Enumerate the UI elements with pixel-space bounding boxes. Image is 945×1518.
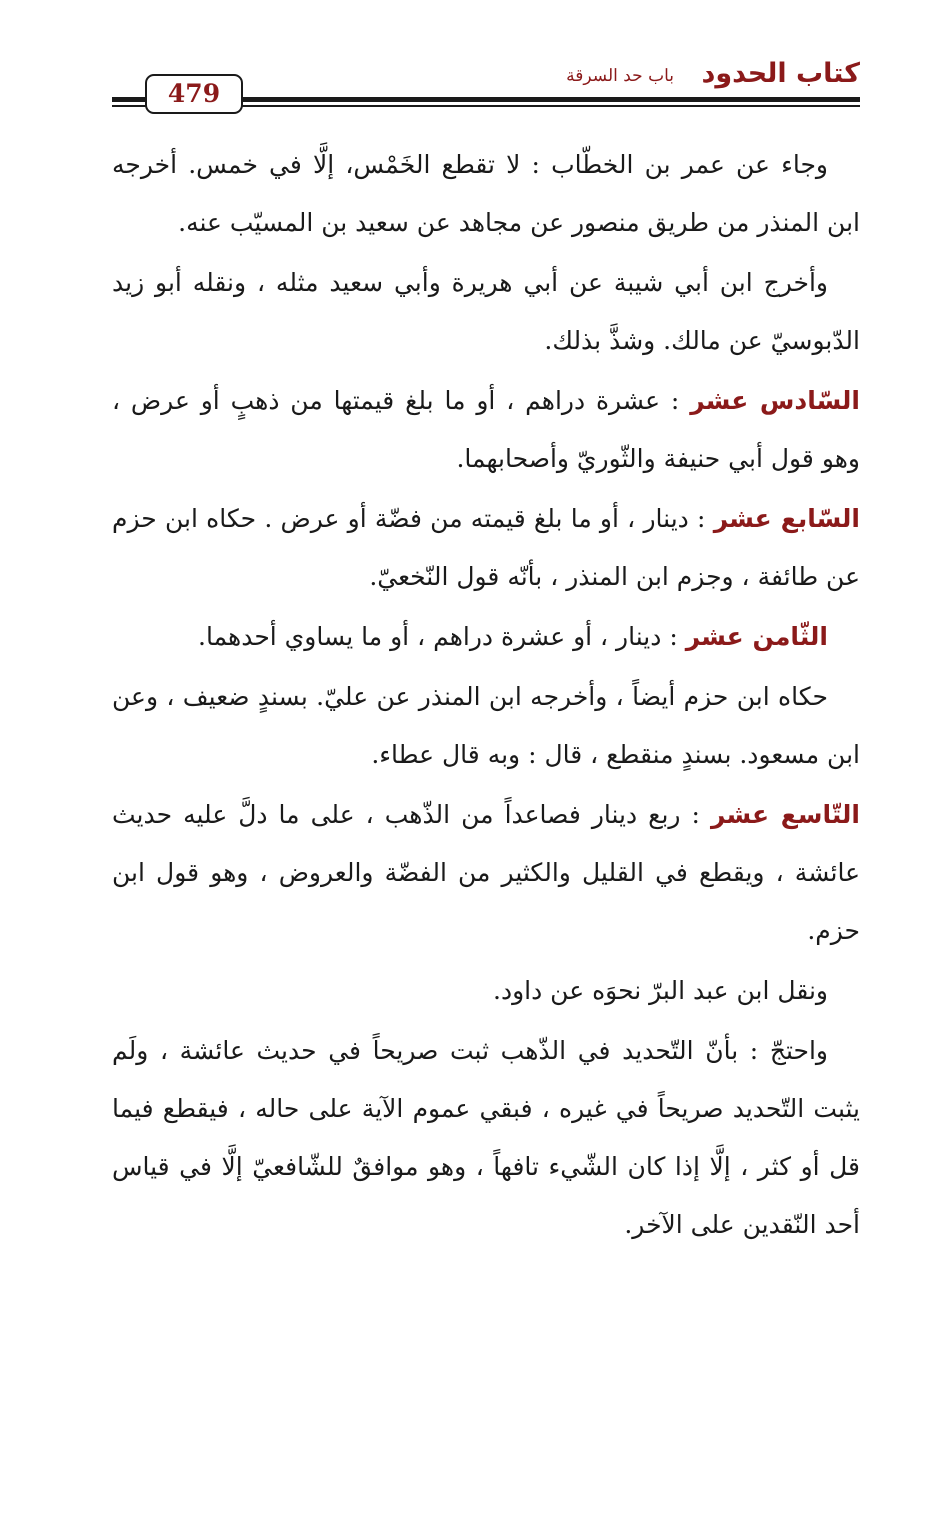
opinion-number: التّاسع عشر	[710, 800, 861, 829]
paragraph-text: : دينار ، أو عشرة دراهم ، أو ما يساوي أحدهما.	[198, 622, 686, 651]
paragraph	[112, 962, 860, 1020]
paragraph-text: واحتجّ : بأنّ التّحديد في الذّهب ثبت صريحاً في حديث عائشة ، ولَم يثبت التّحديد صريحاً في غيره ، فبقي عموم الآية على حاله ، فيقطع فيما قل أو كثر ، إلَّا إذا كان الشّيء تافهاً ، وهو موافقٌ للشّافعيّ إلَّا في قياس أحد النّقدين على الآخر.	[112, 1036, 860, 1239]
paragraph	[112, 668, 860, 784]
paragraph-text: : ربع دينار فصاعداً من الذّهب ، على ما دلَّ عليه حديث عائشة ، ويقطع في القليل والكثير من الفضّة والعروض ، وهو قول ابن حزم.	[112, 800, 860, 945]
paragraph	[112, 1022, 860, 1254]
paragraph-text: حكاه ابن حزم أيضاً ، وأخرجه ابن المنذر عن عليّ. بسندٍ ضعيف ، وعن ابن مسعود. بسندٍ منقطع ، قال : وبه قال عطاء.	[112, 682, 860, 769]
page-number: 479	[145, 74, 243, 114]
paragraph-text: : عشرة دراهم ، أو ما بلغ قيمتها من ذهبٍ أو عرض ، وهو قول أبي حنيفة والثّوريّ وأصحابهما.	[112, 386, 860, 473]
paragraph-text: ونقل ابن عبد البرّ نحوَه عن داود.	[493, 976, 828, 1005]
paragraph-text: وأخرج ابن أبي شيبة عن أبي هريرة وأبي سعيد مثله ، ونقله أبو زيد الدّبوسيّ عن مالك. وشذَّ بذلك.	[112, 268, 860, 355]
chapter-title: باب حد السرقة	[566, 66, 674, 86]
opinion-number: الثّامن عشر	[685, 622, 828, 651]
book-page	[112, 0, 860, 1518]
paragraph	[112, 136, 860, 252]
opinion-number: السّابع عشر	[713, 504, 860, 533]
paragraph	[112, 786, 860, 960]
paragraph	[112, 254, 860, 370]
paragraph-text: : دينار ، أو ما بلغ قيمته من فضّة أو عرض . حكاه ابن حزم عن طائفة ، وجزم ابن المنذر ، بأنّه قول النّخعيّ.	[112, 504, 860, 591]
page-header	[112, 52, 860, 112]
book-title: كتاب الحدود	[701, 58, 860, 89]
page-body	[112, 136, 860, 1256]
paragraph	[112, 490, 860, 606]
opinion-number: السّادس عشر	[690, 386, 860, 415]
paragraph	[112, 372, 860, 488]
paragraph-text: وجاء عن عمر بن الخطّاب : لا تقطع الخَمْس، إلَّا في خمس. أخرجه ابن المنذر من طريق منصور عن مجاهد عن سعيد بن المسيّب عنه.	[112, 150, 860, 237]
paragraph	[112, 608, 860, 666]
